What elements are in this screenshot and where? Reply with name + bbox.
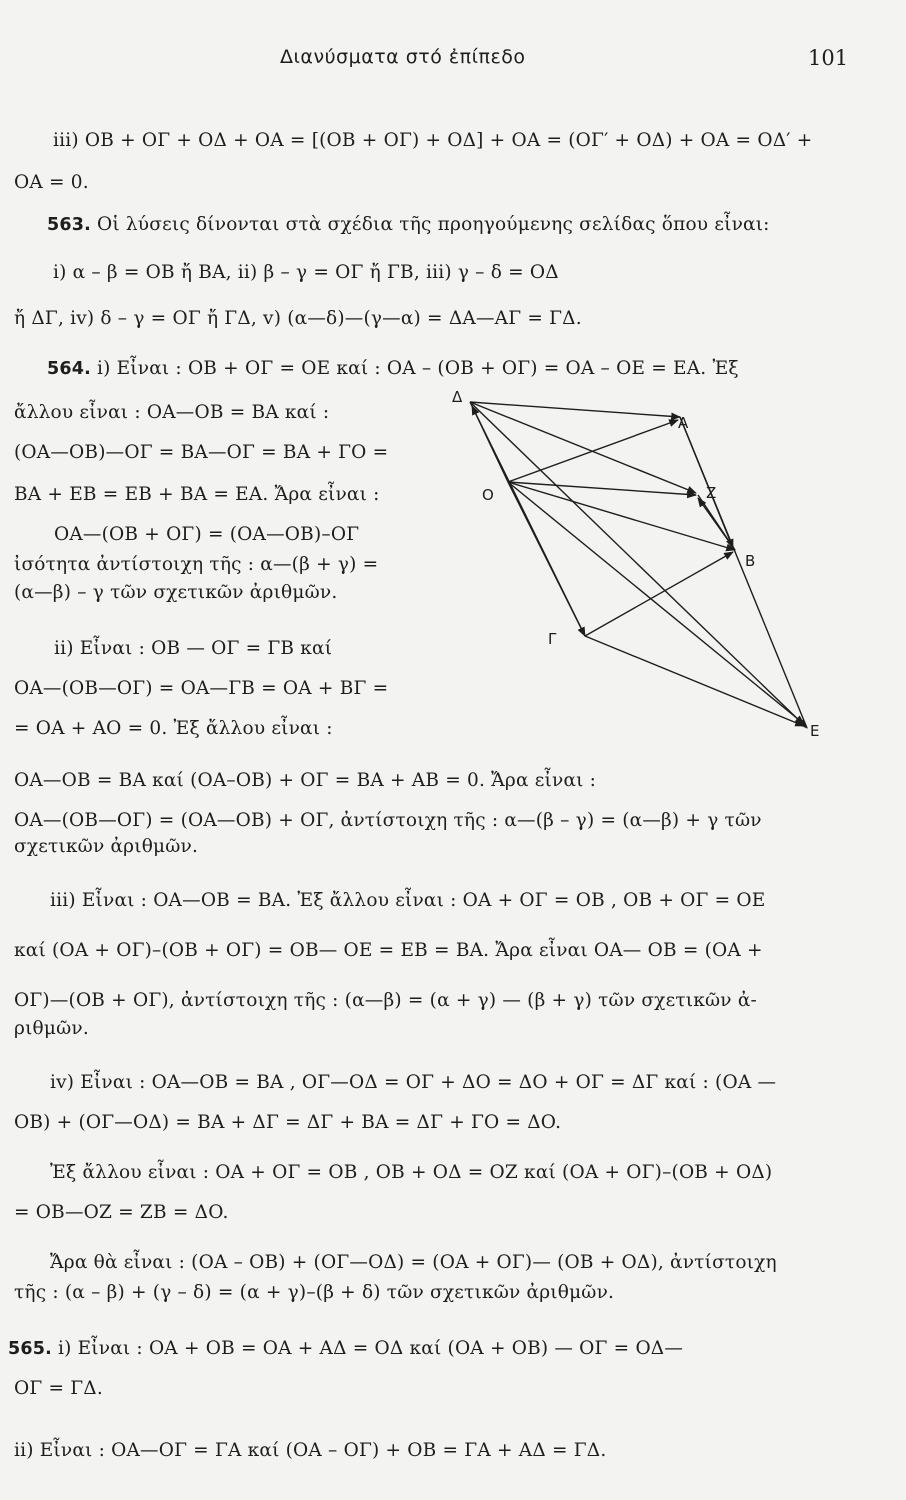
text-line	[8, 170, 89, 196]
exercise-number: 563.	[47, 215, 91, 235]
vector-o-e	[508, 482, 804, 724]
line-text: ii) Εἶναι : OB — OΓ = ΓB καί	[54, 638, 333, 659]
line-text: OΓ)—(OB + OΓ), ἀντίστοιχη τῆς : (α—β) = (α + γ) — (β + γ) τῶν σχετικῶν ἀ-	[14, 990, 757, 1011]
text-line	[48, 522, 359, 548]
exercise-number: 564.	[47, 359, 91, 379]
point-label-gamma: Γ	[548, 630, 557, 648]
text-line	[8, 440, 388, 466]
line-text: ριθμῶν.	[14, 1018, 89, 1039]
line-text: OB) + (OΓ—OΔ) = BA + ΔΓ = ΔΓ + BA = ΔΓ + ΓO = ΔO.	[14, 1112, 562, 1133]
line-text: OA—(OB + OΓ) = (OA—OB)–OΓ	[54, 524, 360, 545]
text-line	[8, 938, 763, 964]
line-text: τῆς : (α – β) + (γ – δ) = (α + γ)–(β + δ) τῶν σχετικῶν ἀριθμῶν.	[14, 1282, 615, 1303]
text-line	[8, 834, 198, 860]
text-line	[47, 260, 559, 286]
line-text: OA—OB = BA καί (OA–OB) + OΓ = BA + AB = 0. Ἄρα εἶναι :	[14, 770, 597, 791]
text-line	[47, 212, 770, 238]
line-text: Ἐξ ἄλλου εἶναι : OA + OΓ = OB , OB + OΔ = OZ καί (OA + OΓ)–(OB + OΔ)	[50, 1162, 773, 1183]
line-text: BA + EB = EB + BA = EA. Ἄρα εἶναι :	[14, 484, 380, 505]
vector-gamma-b	[585, 552, 733, 636]
line-text: σχετικῶν ἀριθμῶν.	[14, 836, 199, 857]
line-text: i) Εἶναι : OA + OB = OA + AΔ = OΔ καί (OA + OB) — OΓ = OΔ—	[57, 1338, 684, 1359]
line-text: OA = 0.	[14, 172, 89, 193]
text-line	[8, 482, 380, 508]
line-text: ἰσότητα ἀντίστοιχη τῆς : α—(β + γ) =	[14, 554, 379, 575]
page-header	[0, 46, 906, 76]
point-label-z: Z	[706, 484, 717, 502]
text-line	[8, 1376, 103, 1402]
point-label-e: E	[810, 722, 820, 740]
point-label-a: A	[678, 414, 689, 432]
text-line	[8, 716, 333, 742]
text-line	[8, 1438, 606, 1464]
text-line	[44, 1160, 772, 1186]
point-label-o: O	[482, 486, 494, 504]
line-text: ἄλλου εἶναι : OA—OB = BA καί :	[14, 402, 330, 423]
text-line	[44, 1250, 777, 1276]
text-line	[8, 580, 337, 606]
text-line	[8, 1016, 89, 1042]
text-line	[8, 552, 378, 578]
text-line	[8, 1200, 229, 1226]
text-line	[8, 988, 757, 1014]
text-line	[8, 1336, 683, 1362]
segment-z-b	[698, 495, 735, 550]
line-text: ἤ ΔΓ, iv) δ – γ = OΓ ἤ ΓΔ, v) (α—δ)—(γ—α) = ΔA—AΓ = ΓΔ.	[14, 308, 582, 329]
line-text: iii) OB + OΓ + OΔ + OA = [(OB + OΓ) + OΔ] + OA = (OΓ′ + OΔ) + OA = OΔ′ +	[53, 130, 813, 151]
text-line	[8, 1280, 614, 1306]
text-line	[44, 1070, 776, 1096]
line-text: OΓ = ΓΔ.	[14, 1378, 103, 1399]
vector-a-b	[680, 417, 733, 548]
point-label-delta: Δ	[452, 388, 463, 406]
line-text: (α—β) – γ τῶν σχετικῶν ἀριθμῶν.	[14, 582, 338, 603]
text-line	[8, 400, 329, 426]
line-text: iii) Εἶναι : OA—OB = BA. Ἐξ ἄλλου εἶναι : OA + OΓ = OB , OB + OΓ = OE	[50, 890, 766, 911]
text-line	[47, 128, 812, 154]
line-text: iv) Εἶναι : OA—OB = BA , OΓ—OΔ = OΓ + ΔO = ΔO + OΓ = ΔΓ καί : (OA —	[50, 1072, 777, 1093]
text-line	[8, 676, 388, 702]
text-line	[47, 356, 739, 382]
running-title: Διανύσματα στό ἐπίπεδο	[280, 46, 526, 68]
vector-figure	[440, 380, 840, 760]
vector-diagram	[440, 380, 840, 760]
line-text: = OB—OZ = ZB = ΔO.	[14, 1202, 229, 1223]
line-text: ii) Εἶναι : OA—OΓ = ΓA καί (OA – OΓ) + OB = ΓA + AΔ = ΓΔ.	[14, 1440, 607, 1461]
line-text: καί (OA + OΓ)–(OB + OΓ) = OB— OE = EB = BA. Ἄρα εἶναι OA— OB = (OA +	[14, 940, 763, 961]
line-text: OA—(OB—OΓ) = OA—ΓB = OA + BΓ =	[14, 678, 389, 699]
page-number: 101	[808, 46, 849, 70]
line-text: i) Εἶναι : OB + OΓ = OE καί : OA – (OB + OΓ) = OA – OE = EA. Ἐξ	[96, 358, 739, 379]
line-text: (OA—OB)—OΓ = BA—OΓ = BA + ΓO =	[14, 442, 389, 463]
point-label-b: B	[745, 552, 756, 570]
vector-o-b	[508, 482, 735, 550]
text-line	[8, 808, 762, 834]
segment-delta-gamma	[470, 402, 585, 636]
text-line	[8, 768, 596, 794]
line-text: = OA + AO = 0. Ἐξ ἄλλου εἶναι :	[14, 718, 333, 739]
text-line	[8, 306, 582, 332]
text-line	[8, 1110, 561, 1136]
line-text: Ἄρα θὰ εἶναι : (OA – OB) + (OΓ—OΔ) = (OA + OΓ)— (OB + OΔ), ἀντίστοιχη	[50, 1252, 777, 1273]
line-text: Οἱ λύσεις δίνονται στὰ σχέδια τῆς προηγούμενης σελίδας ὅπου εἶναι:	[96, 214, 770, 235]
text-line	[48, 636, 332, 662]
vector-gamma-e	[585, 636, 804, 726]
line-text: i) α – β = OB ἤ BA, ii) β – γ = OΓ ἤ ΓB, iii) γ – δ = OΔ	[53, 262, 559, 283]
vector-o-z	[508, 482, 696, 495]
exercise-number: 565.	[8, 1339, 52, 1359]
segment-delta-e	[470, 402, 807, 728]
line-text: OA—(OB—OΓ) = (OA—OB) + OΓ, ἀντίστοιχη τῆς : α—(β – γ) = (α—β) + γ τῶν	[14, 810, 762, 831]
text-line	[44, 888, 765, 914]
